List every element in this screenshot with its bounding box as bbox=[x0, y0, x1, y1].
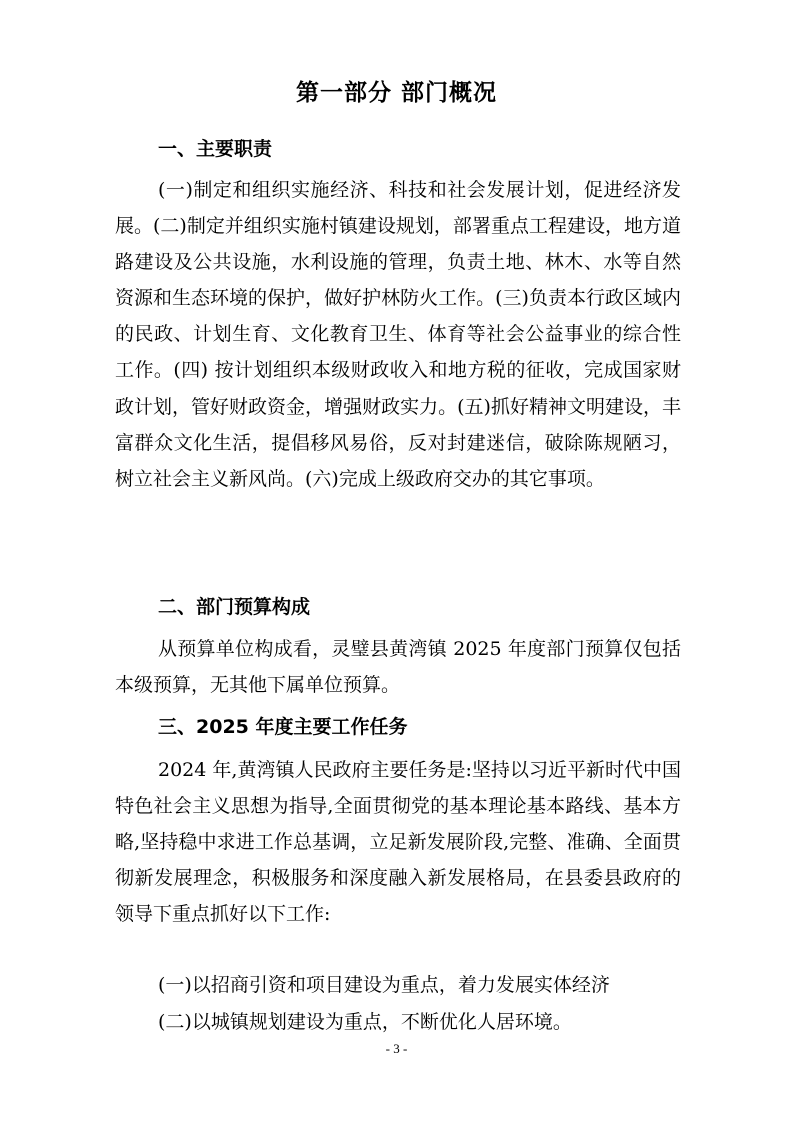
section-heading-budget-composition: 二、部门预算构成 bbox=[158, 596, 311, 618]
paragraph-budget-composition: 从预算单位构成看，灵璧县黄湾镇 2025 年度部门预算仅包括本级预算，无其他下属单位预算。 bbox=[115, 638, 681, 697]
section-heading-work-tasks: 三、2025 年度主要工作任务 bbox=[158, 716, 408, 738]
section-heading-duties: 一、主要职责 bbox=[158, 138, 273, 160]
paragraph-work-tasks: 2024 年,黄湾镇人民政府主要任务是:坚持以习近平新时代中国特色社会主义思想为指导,全面贯彻党的基本理论基本路线、基本方略,坚持稳中求进工作总基调，立足新发展阶段,完整、准确、全面贯彻新发展理念，积极服务和深度融入新发展格局，在县委县政府的领导下重点抓好以下工作: bbox=[115, 759, 681, 926]
paragraph-task-2: (二)以城镇规划建设为重点，不断优化人居环境。 bbox=[158, 1011, 572, 1033]
page-number: - 3 - bbox=[385, 1041, 408, 1056]
paragraph-task-1: (一)以招商引资和项目建设为重点，着力发展实体经济 bbox=[158, 974, 610, 996]
page-title: 第一部分 部门概况 bbox=[295, 80, 497, 106]
paragraph-duties: (一)制定和组织实施经济、科技和社会发展计划，促进经济发展。(二)制定并组织实施村镇建设规划，部署重点工程建设，地方道路建设及公共设施，水利设施的管理，负责土地、林木、水等自然资源和生态环境的保护，做好护林防火工作。(三)负责本行政区域内的民政、计划生育、文化教育卫生、体育等社会公益事业的综合性工作。(四) 按计划组织本级财政收入和地方税的征收，完成国家财政计划，管好财政资金，增强财政实力。(五)抓好精神文明建设，丰富群众文化生活，提倡移风易俗，反对封建迷信，破除陈规陋习，树立社会主义新风尚。(六)完成上级政府交办的其它事项。 bbox=[115, 179, 681, 490]
